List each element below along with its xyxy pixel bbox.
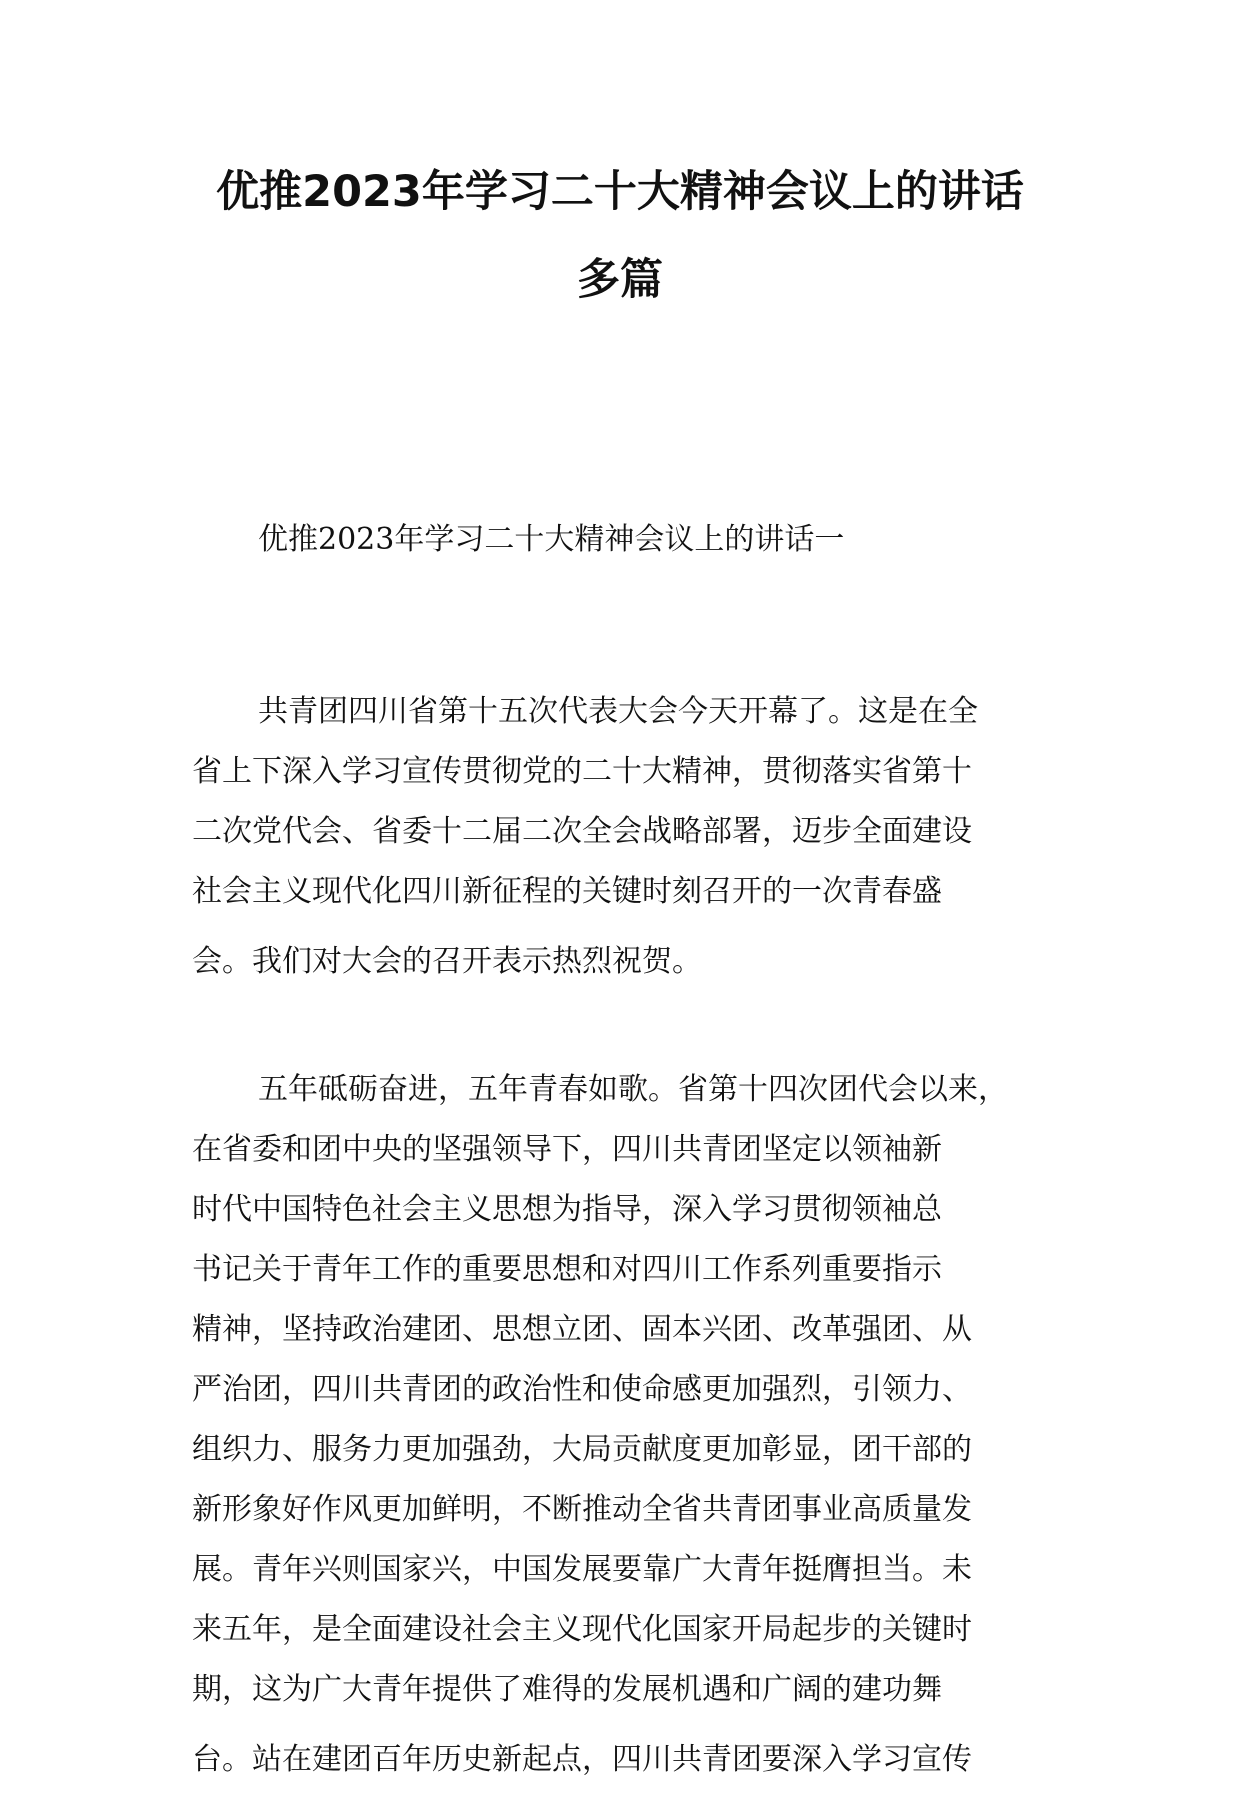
document-title — [190, 148, 1050, 324]
paragraph-1 — [192, 682, 1052, 992]
paragraph-line: 社会主义现代化四川新征程的关键时刻召开的一次青春盛 — [192, 874, 942, 909]
paragraph-line: 会。我们对大会的召开表示热烈祝贺。 — [192, 944, 702, 979]
paragraph-line: 书记关于青年工作的重要思想和对四川工作系列重要指示 — [192, 1252, 942, 1287]
paragraph-line: 共青团四川省第十五次代表大会今天开幕了。这是在全 — [258, 694, 978, 729]
section-heading: 优推2023年学习二十大精神会议上的讲话一 — [258, 522, 845, 557]
paragraph-line: 精神，坚持政治建团、思想立团、固本兴团、改革强团、从 — [192, 1312, 972, 1347]
paragraph-line: 在省委和团中央的坚强领导下，四川共青团坚定以领袖新 — [192, 1132, 942, 1167]
paragraph-line: 来五年，是全面建设社会主义现代化国家开局起步的关键时 — [192, 1612, 972, 1647]
title-line-1: 优推2023年学习二十大精神会议上的讲话 — [216, 167, 1024, 217]
title-line-2: 多篇 — [577, 255, 663, 305]
paragraph-line: 二次党代会、省委十二届二次全会战略部署，迈步全面建设 — [192, 814, 972, 849]
paragraph-line: 展。青年兴则国家兴，中国发展要靠广大青年挺膺担当。未 — [192, 1552, 972, 1587]
paragraph-line: 五年砥砺奋进，五年青春如歌。省第十四次团代会以来， — [258, 1072, 1008, 1107]
paragraph-line: 严治团，四川共青团的政治性和使命感更加强烈，引领力、 — [192, 1372, 972, 1407]
paragraph-2 — [192, 1060, 1052, 1790]
paragraph-line: 新形象好作风更加鲜明，不断推动全省共青团事业高质量发 — [192, 1492, 972, 1527]
paragraph-line: 台。站在建团百年历史新起点，四川共青团要深入学习宣传 — [192, 1742, 972, 1777]
paragraph-line: 省上下深入学习宣传贯彻党的二十大精神，贯彻落实省第十 — [192, 754, 972, 789]
paragraph-line: 时代中国特色社会主义思想为指导，深入学习贯彻领袖总 — [192, 1192, 942, 1227]
paragraph-line: 组织力、服务力更加强劲，大局贡献度更加彰显，团干部的 — [192, 1432, 972, 1467]
paragraph-line: 期，这为广大青年提供了难得的发展机遇和广阔的建功舞 — [192, 1672, 942, 1707]
